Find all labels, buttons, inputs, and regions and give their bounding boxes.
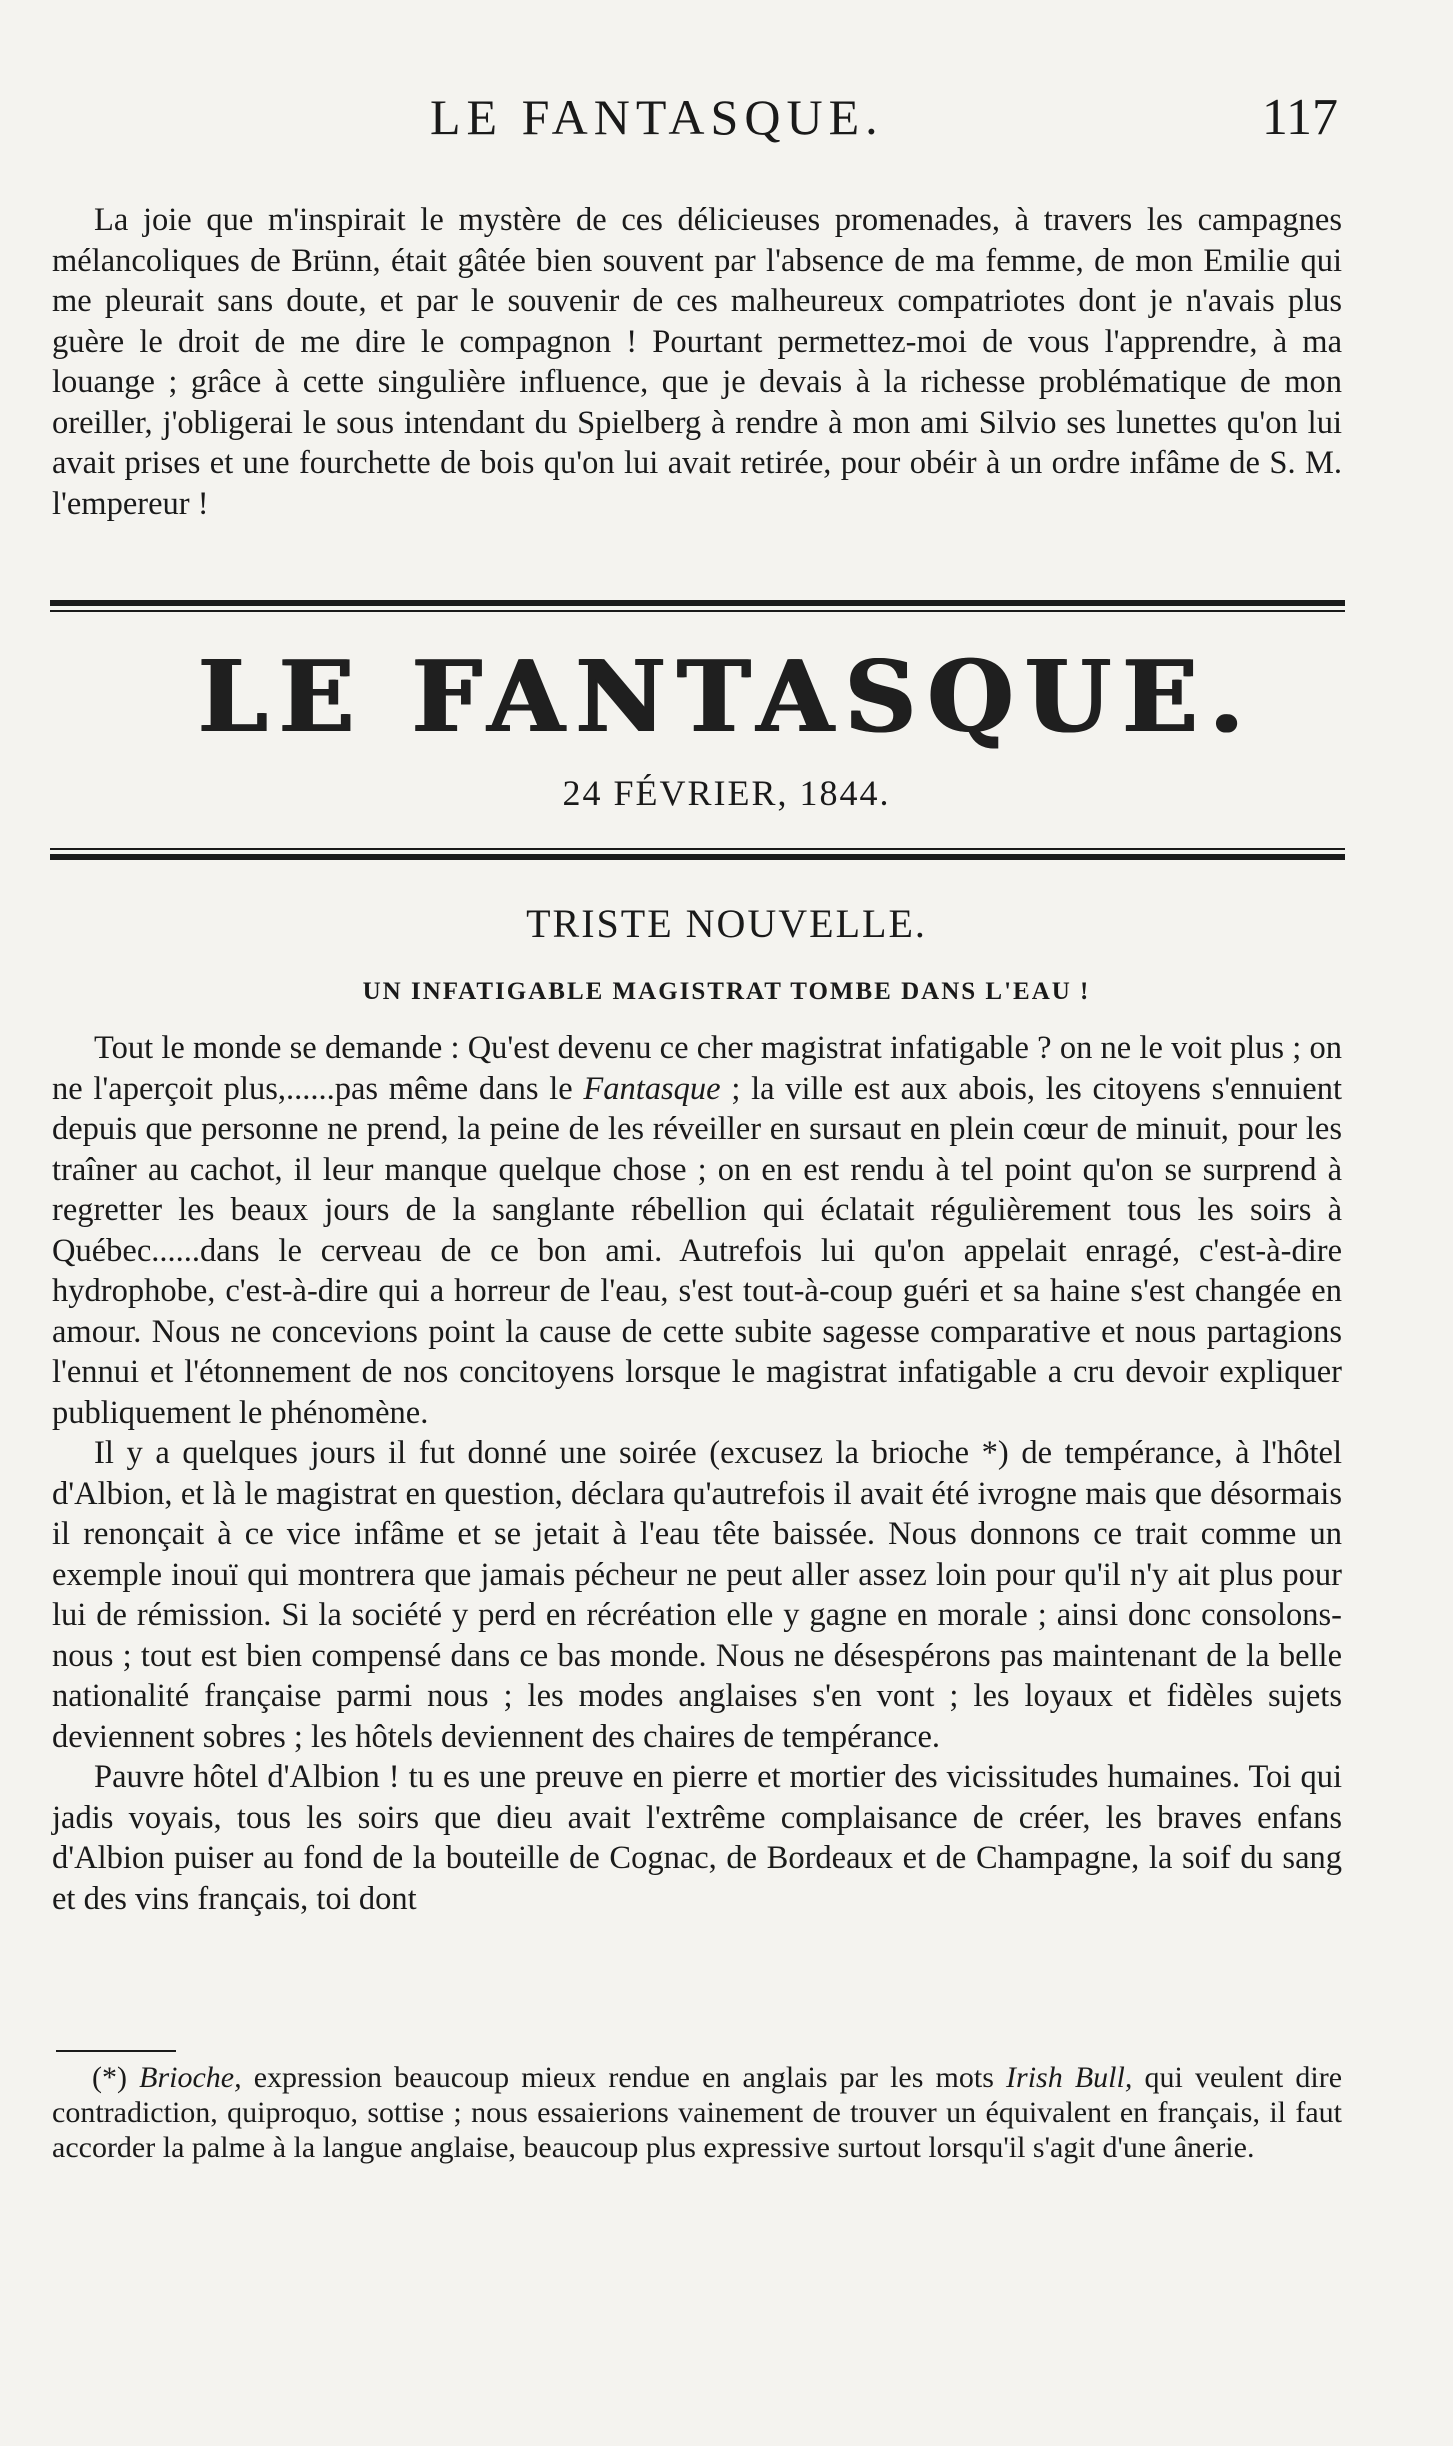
newspaper-name-italic: Fantasque — [583, 1070, 721, 1107]
masthead-bottom-rule — [50, 848, 1345, 860]
article-subtitle: UN INFATIGABLE MAGISTRAT TOMBE DANS L'EAU ! — [362, 978, 1091, 1005]
footnote-english-term: Irish Bull, — [1006, 2061, 1133, 2094]
footnote-text-1: expression beaucoup mieux rendue en anglais par les mots — [241, 2061, 1007, 2094]
footnote-term: Brioche, — [139, 2061, 242, 2094]
article-paragraph-1 — [52, 1028, 1342, 1433]
article-paragraph-2: Il y a quelques jours il fut donné une soirée (excusez la brioche *) de tempérance, à l'hôtel d'Albion, et là le magistrat en question, déclara qu'autrefois il avait été ivrogne mais que désormais il renonçait à ce vice infâme et se jetait à l'eau tête baissée. Nous donnons ce trait comme un exemple inouï qui montrera que jamais pécheur ne peut aller assez loin pour qu'il n'y ait plus pour lui de rémission. Si la société y perd en récréation elle y gagne en morale ; ainsi donc consolons-nous ; tout est bien compensé dans ce bas monde. Nous ne désespérons pas maintenant de la belle nationalité française parmi nous ; les modes anglaises s'en vont ; les loyaux et fidèles sujets deviennent sobres ; les hôtels deviennent des chaires de tempérance. — [52, 1435, 1342, 1755]
article-paragraph-3: Pauvre hôtel d'Albion ! tu es une preuve en pierre et mortier des vicissitudes humaines. Toi qui jadis voyais, tous les soirs que dieu avait l'extrême complaisance de créer, les braves enfans d'Albion puiser au fond de la bouteille de Cognac, de Bordeaux et de Champagne, la soif du sang et des vins français, toi dont — [52, 1759, 1342, 1917]
footnote — [52, 2060, 1342, 2165]
page-number: 117 — [1261, 89, 1338, 146]
footnote-rule — [56, 2050, 176, 2052]
paragraph-1-rest: ; la ville est aux abois, les citoyens s'ennuient depuis que personne ne prend, la peine de les réveiller en sursaut en plein cœur de minuit, pour les traîner au cachot, il leur manque quelque chose ; on en est rendu à tel point qu'on se surprend à regretter les beaux jours de la sanglante rébellion qui éclatait régulièrement tous les soirs à Québec......dans le cerveau de ce bon ami. Autrefois lui qu'on appelait enragé, c'est-à-dire hydrophobe, c'est-à-dire qui a horreur de l'eau, s'est tout-à-coup guéri et sa haine s'est changée en amour. Nous ne concevions point la cause de cette subite sagesse comparative et nous partagions l'ennui et l'étonnement de nos concitoyens lorsque le magistrat infatigable a cru devoir expliquer publiquement le phénomène. — [52, 1070, 1343, 1431]
paragraph-1-start: Tout le monde se demande : Qu'est devenu ce cher magistrat infatigable ? on ne le voit plus ; on ne l'aperçoit plus,......pas même dans le — [52, 1030, 1342, 1107]
continued-text-block — [52, 200, 1342, 524]
footnote-paragraph — [52, 2060, 1342, 2165]
masthead-top-rule — [50, 600, 1345, 612]
article-body — [52, 1028, 1342, 1919]
footnote-text-2: qui veulent dire contradiction, quiproquo, sottise ; nous essaierions vainement de trouver un équivalent en français, il faut accorder la palme à la langue anglaise, beaucoup plus expressive surtout lorsqu'il s'agit d'une ânerie. — [52, 2061, 1343, 2164]
continued-paragraph: La joie que m'inspirait le mystère de ces délicieuses promenades, à travers les campagnes mélancoliques de Brünn, était gâtée bien souvent par l'absence de ma femme, de mon Emilie qui me pleurait sans doute, et par le souvenir de ces malheureux compatriotes dont je n'avais plus guère le droit de me dire le compagnon ! Pourtant permettez-moi de vous l'apprendre, à ma louange ; grâce à cette singulière influence, que je devais à la richesse problématique de mon oreiller, j'obligerai le sous intendant du Spielberg à rendre à mon ami Silvio ses lunettes qu'on lui avait prises et une fourchette de bois qu'on lui avait retirée, pour obéir à un ordre infâme de S. M. l'empereur ! — [52, 202, 1342, 522]
article-title: TRISTE NOUVELLE. — [526, 901, 927, 946]
footnote-marker: (*) — [92, 2061, 127, 2094]
masthead-title: LE FANTASQUE. — [197, 640, 1256, 755]
running-title: LE FANTASQUE. — [430, 89, 884, 145]
running-head — [0, 88, 1453, 148]
masthead-date: 24 FÉVRIER, 1844. — [562, 773, 891, 813]
